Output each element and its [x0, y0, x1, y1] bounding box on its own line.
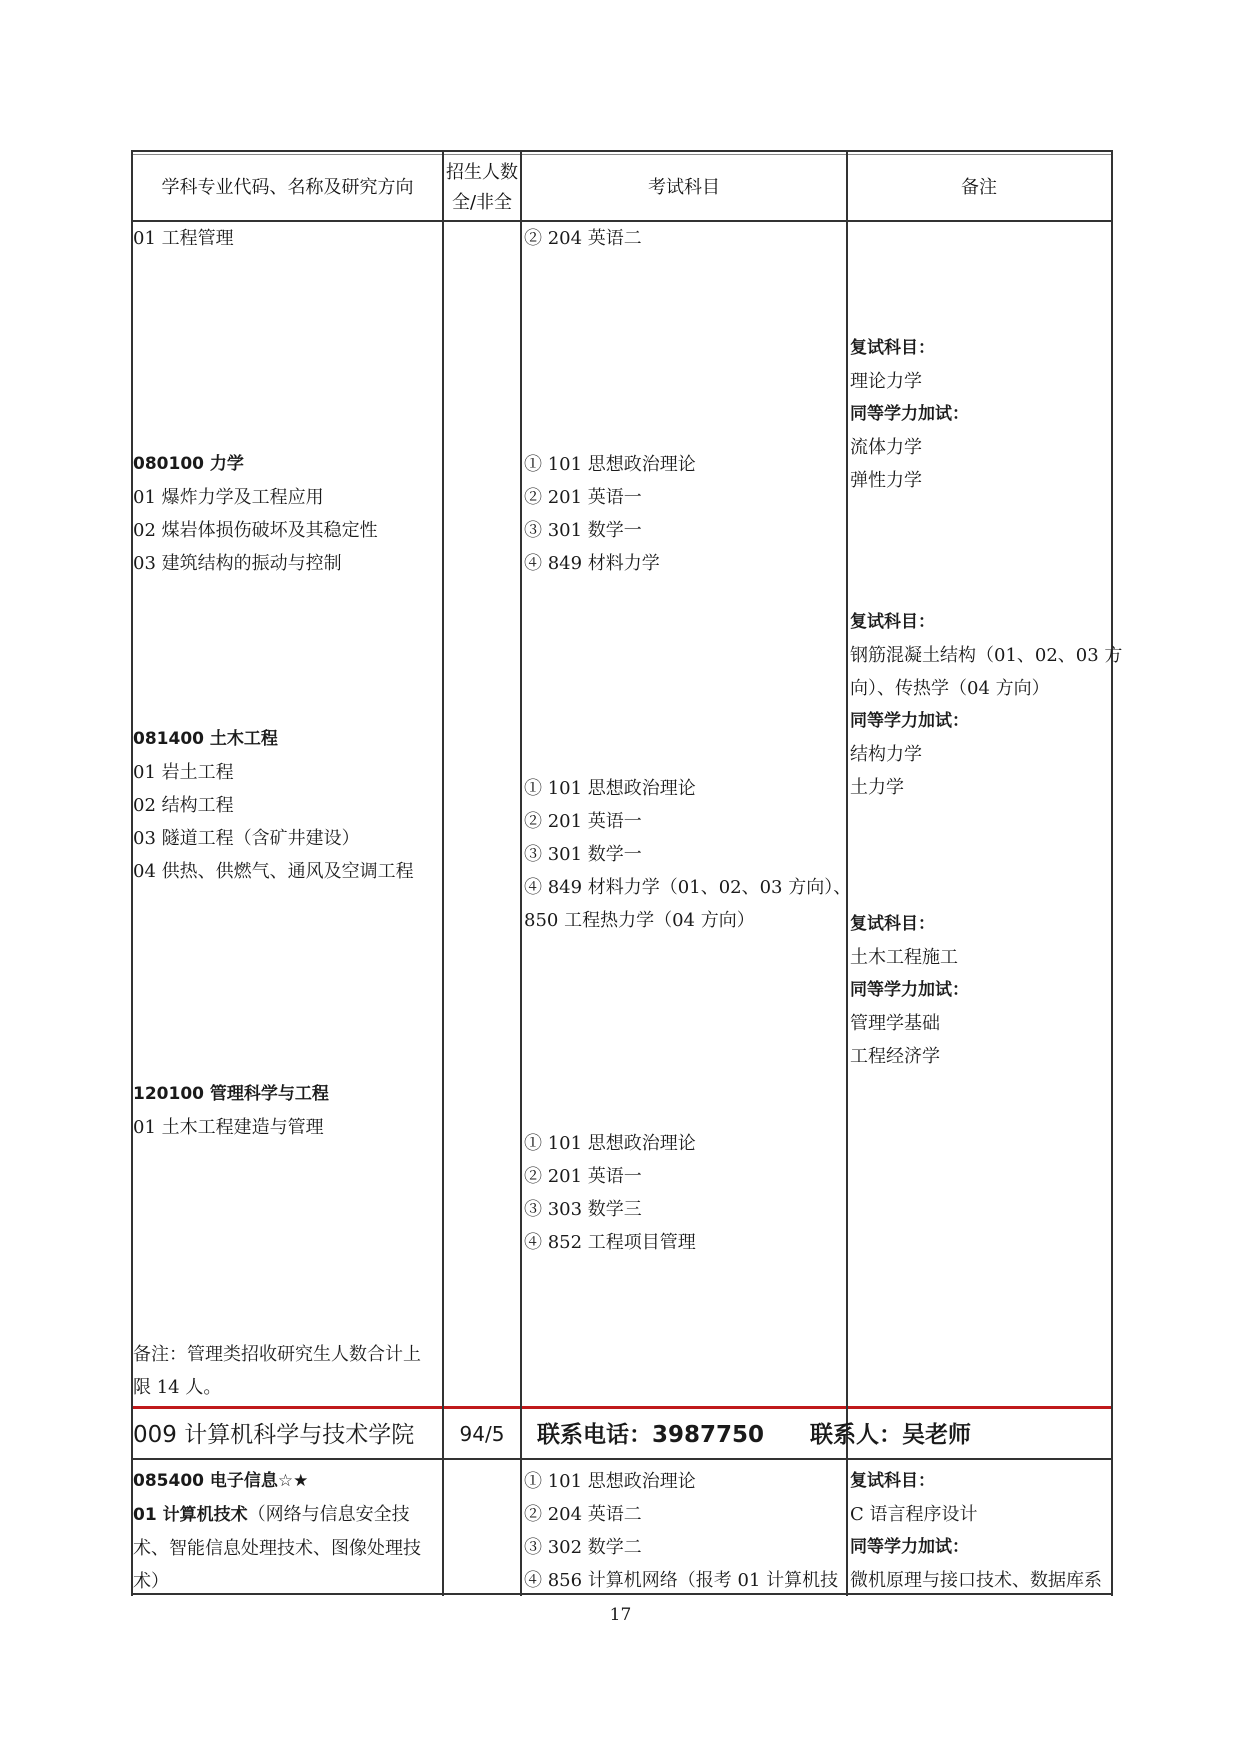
guanli-equal-item: 管理学基础	[850, 1013, 940, 1034]
tumu-direction: 03 隧道工程（含矿井建设）	[133, 828, 360, 849]
guanli-retest-label: 复试科目：	[850, 914, 935, 934]
guanli-exam: ② 201 英语一	[524, 1166, 642, 1187]
college-row-divider	[131, 1458, 1113, 1460]
lixue-direction: 01 爆炸力学及工程应用	[133, 487, 324, 508]
dianzi-exams	[524, 1465, 838, 1597]
lixue-title: 080100 力学	[133, 454, 244, 474]
dianzi-equal-item: 微机原理与接口技术、数据库系	[850, 1570, 1102, 1591]
vline-right	[1111, 150, 1113, 1596]
tumu-exam: ④ 849 材料力学（01、02、03 方向）、	[524, 877, 852, 898]
dianzi-direction	[133, 1498, 443, 1532]
lixue-exams	[524, 448, 696, 580]
dianzi-exam: ② 204 英语二	[524, 1504, 642, 1525]
tumu-exam: 850 工程热力学（04 方向）	[524, 910, 755, 931]
guanli-exams	[524, 1127, 696, 1259]
dianzi-direction-detail: 术、智能信息处理技术、图像处理技	[133, 1538, 421, 1559]
tumu-retest-item: 钢筋混凝土结构（01、02、03 方	[850, 645, 1123, 666]
guanli-retest-item: 土木工程施工	[850, 947, 958, 968]
lixue-exam: ④ 849 材料力学	[524, 553, 660, 574]
tumu-equal-item: 结构力学	[850, 744, 922, 765]
header-enrollment-line2: 全/非全	[451, 192, 513, 213]
guanli-title: 120100 管理科学与工程	[133, 1084, 329, 1104]
table-border-top-inner	[131, 154, 1113, 155]
lixue-major	[133, 448, 378, 580]
tumu-major	[133, 723, 414, 888]
guanli-exam: ④ 852 工程项目管理	[524, 1232, 696, 1253]
tumu-direction: 02 结构工程	[133, 795, 234, 816]
dianzi-retest-label: 复试科目：	[850, 1471, 935, 1491]
vline-col3	[520, 150, 522, 1596]
lixue-exam: ① 101 思想政治理论	[524, 454, 696, 475]
dianzi-exam: ④ 856 计算机网络（报考 01 计算机技	[524, 1570, 839, 1591]
lixue-equal-item: 弹性力学	[850, 470, 922, 491]
dianzi-direction-detail: 术）	[133, 1571, 169, 1592]
dianzi-exam: ③ 302 数学二	[524, 1537, 642, 1558]
table-border-top	[131, 150, 1113, 152]
guanli-remark-line: 备注：管理类招收研究生人数合计上	[133, 1344, 421, 1365]
tumu-retest-label: 复试科目：	[850, 612, 935, 632]
tumu-exam: ③ 301 数学一	[524, 844, 642, 865]
header-enrollment	[443, 158, 521, 218]
dianzi-exam: ① 101 思想政治理论	[524, 1471, 696, 1492]
tumu-direction: 01 岩土工程	[133, 762, 234, 783]
header-major: 学科专业代码、名称及研究方向	[161, 177, 414, 198]
guanli-exam: ③ 303 数学三	[524, 1199, 642, 1220]
guanli-remark-line: 限 14 人。	[133, 1377, 222, 1398]
guanli-equal-item: 工程经济学	[850, 1046, 940, 1067]
dianzi-notes	[850, 1465, 1102, 1597]
page-number: 17	[609, 1605, 632, 1625]
tumu-exam: ① 101 思想政治理论	[524, 778, 696, 799]
lixue-exam: ③ 301 数学一	[524, 520, 642, 541]
dianzi-direction-name: 01 计算机技术	[133, 1505, 248, 1525]
header-notes: 备注	[961, 177, 997, 198]
lixue-notes	[850, 332, 969, 497]
lixue-equal-item: 流体力学	[850, 437, 922, 458]
guanli-remark	[133, 1338, 421, 1404]
guanli-major	[133, 1078, 329, 1144]
lixue-retest-label: 复试科目：	[850, 338, 935, 358]
continued-exam: ② 204 英语二	[524, 228, 642, 249]
header-enrollment-line1: 招生人数	[446, 162, 518, 183]
tumu-direction: 04 供热、供燃气、通风及空调工程	[133, 861, 414, 882]
college-name: 009 计算机科学与技术学院	[133, 1422, 415, 1448]
tumu-exams	[524, 772, 851, 937]
guanli-notes	[850, 908, 969, 1073]
dianzi-retest-item: C 语言程序设计	[850, 1504, 978, 1525]
continued-direction: 01 工程管理	[133, 228, 234, 249]
dianzi-direction-detail: （网络与信息安全技	[247, 1504, 410, 1525]
tumu-equal-item: 土力学	[850, 777, 904, 798]
tumu-retest-item: 向）、传热学（04 方向）	[850, 678, 1050, 699]
dianzi-major	[133, 1465, 443, 1598]
lixue-exam: ② 201 英语一	[524, 487, 642, 508]
college-contact: 联系人：吴老师	[810, 1422, 971, 1448]
vline-col2	[442, 150, 444, 1596]
header-exam-subjects: 考试科目	[648, 177, 720, 198]
guanli-equal-label: 同等学力加试：	[850, 980, 969, 1000]
college-phone: 联系电话：3987750	[537, 1422, 765, 1448]
tumu-equal-label: 同等学力加试：	[850, 711, 969, 731]
guanli-exam: ① 101 思想政治理论	[524, 1133, 696, 1154]
lixue-direction: 02 煤岩体损伤破坏及其稳定性	[133, 520, 378, 541]
dianzi-title: 085400 电子信息☆★	[133, 1471, 309, 1491]
college-enrollment-count: 94/5	[459, 1422, 505, 1446]
tumu-exam: ② 201 英语一	[524, 811, 642, 832]
lixue-equal-label: 同等学力加试：	[850, 404, 969, 424]
tumu-title: 081400 土木工程	[133, 729, 278, 749]
lixue-retest-item: 理论力学	[850, 371, 922, 392]
section-divider-red	[131, 1406, 1113, 1409]
lixue-direction: 03 建筑结构的振动与控制	[133, 553, 342, 574]
dianzi-equal-label: 同等学力加试：	[850, 1537, 969, 1557]
guanli-direction: 01 土木工程建造与管理	[133, 1117, 324, 1138]
tumu-notes	[850, 606, 1122, 804]
